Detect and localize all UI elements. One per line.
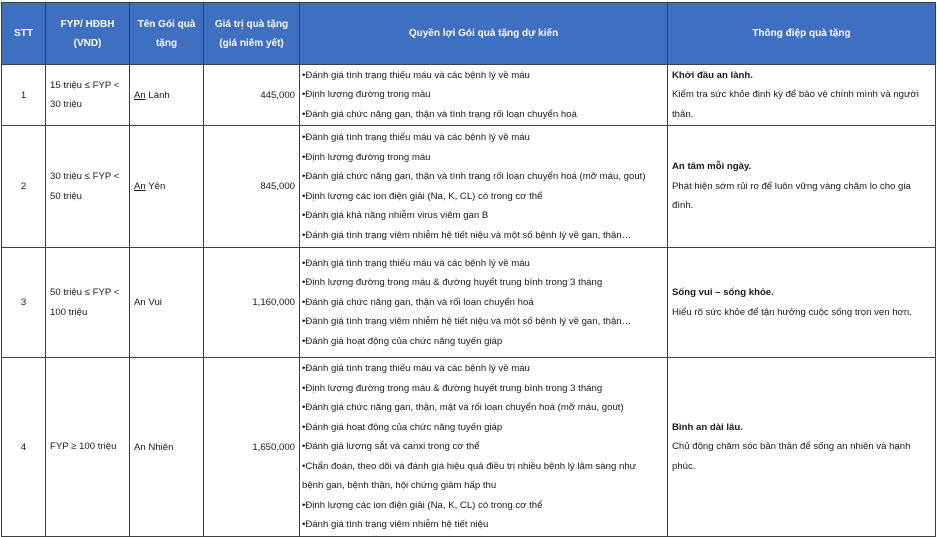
row-gift-value: 1,650,000 [204, 358, 300, 537]
row-gift-value: 845,000 [204, 126, 300, 248]
benefit-item: •Định lượng đường trong máu [302, 151, 431, 163]
package-name-rest: An Nhiên [134, 441, 174, 453]
benefit-item: •Chẩn đoán, theo dõi và đánh giá hiệu quả điều trị nhiều bệnh lý lâm sàng như [302, 460, 637, 472]
benefit-item: •Đánh giá khả năng nhiễm virus viêm gan B [302, 210, 489, 221]
package-name-rest: Yên [145, 181, 166, 192]
benefit-item: •Định lượng đường trong máu & đường huyết trung bình trong 3 tháng [302, 382, 603, 394]
row-stt: 2 [2, 126, 46, 248]
row-benefits [300, 65, 668, 126]
benefit-item: •Đánh giá lượng sắt và canxi trong cơ thể [302, 441, 480, 453]
package-name-rest: Lành [145, 89, 170, 101]
message-title: Khởi đầu an lành. [672, 69, 753, 81]
row-benefits [300, 248, 668, 358]
row-stt: 4 [2, 358, 46, 537]
benefit-item: •Đánh giá tình trạng viêm nhiễm hệ tiết niệu và một số bệnh lý về gan, thận… [302, 229, 632, 241]
row-benefits [300, 358, 668, 537]
benefit-item: •Đánh giá chức năng gan, thận, mật và rối loạn chuyển hoá (mỡ máu, gout) [302, 402, 624, 414]
row-package-name [130, 358, 204, 537]
row-benefits [300, 126, 668, 248]
header-package-name: Tên Gói quà tặng [130, 3, 204, 65]
row-message [668, 358, 936, 537]
message-body: Phát hiện sớm rủi ro để luôn vững vàng chăm lo cho gia đình. [672, 180, 911, 212]
header-fyp: FYP/ HĐBH (VND) [46, 3, 130, 65]
message-body: Kiểm tra sức khỏe định kỳ để bảo vệ chính mình và người thân. [672, 89, 919, 120]
header-message: Thông điệp quà tặng [668, 3, 936, 65]
row-package-name [130, 248, 204, 358]
benefit-item: •Đánh giá tình trạng thiếu máu và các bệnh lý về máu [302, 69, 530, 81]
table-row [2, 126, 936, 248]
row-message [668, 65, 936, 126]
row-package-name [130, 65, 204, 126]
row-gift-value: 1,160,000 [204, 248, 300, 358]
header-stt: STT [2, 3, 46, 65]
benefit-item: •Đánh giá tình trạng thiếu máu và các bệnh lý về máu [302, 132, 530, 143]
row-stt: 1 [2, 65, 46, 126]
header-benefits: Quyền lợi Gói quà tặng dự kiến [300, 3, 668, 65]
table-row [2, 65, 936, 126]
benefit-item: •Định lượng đường trong máu & đường huyết trung bình trong 3 tháng [302, 277, 603, 289]
package-name-rest: An Vui [134, 297, 162, 308]
row-fyp-range: 30 triệu ≤ FYP < 50 triệu [46, 126, 130, 248]
header-gift-value: Giá trị quà tặng (giá niêm yết) [204, 3, 300, 65]
package-name-prefix: An [134, 89, 146, 101]
benefit-item: •Định lượng các ion điện giải (Na, K, CL) có trong cơ thể [302, 499, 543, 511]
benefit-item: •Đánh giá hoạt động của chức năng tuyến giáp [302, 421, 503, 433]
benefit-item: •Đánh giá chức năng gan, thận và rối loạn chuyển hoá [302, 296, 534, 308]
row-stt: 3 [2, 248, 46, 358]
benefit-item: •Định lượng đường trong máu [302, 89, 431, 101]
benefit-item: •Định lượng các ion điện giải (Na, K, CL) có trong cơ thể [302, 190, 543, 202]
message-title: Sống vui – sống khỏe. [672, 287, 774, 298]
message-title: An tâm mỗi ngày. [672, 161, 752, 173]
benefit-item: •Đánh giá tình trạng viêm nhiễm hệ tiết niệu [302, 519, 489, 531]
row-message [668, 126, 936, 248]
message-body: Chủ động chăm sóc bản thân để sống an nhiên và hạnh phúc. [672, 441, 911, 472]
gift-package-table [1, 2, 936, 537]
benefit-item: •Đánh giá tình trạng thiếu máu và các bệnh lý về máu [302, 257, 530, 269]
benefit-item: •Đánh giá hoạt động của chức năng tuyến giáp [302, 335, 503, 347]
row-package-name [130, 126, 204, 248]
benefit-item: •Đánh giá tình trạng viêm nhiễm hệ tiết niệu và một số bệnh lý về gan, thận… [302, 316, 632, 328]
benefit-item: •Đánh giá chức năng gan, thận và tình trạng rối loạn chuyển hoá [302, 108, 577, 120]
row-fyp-range: FYP ≥ 100 triệu [46, 358, 130, 537]
row-gift-value: 445,000 [204, 65, 300, 126]
message-body: Hiểu rõ sức khỏe để tận hưởng cuộc sống trọn vẹn hơn. [672, 306, 912, 318]
row-fyp-range: 15 triệu ≤ FYP < 30 triệu [46, 65, 130, 126]
message-title: Bình an dài lâu. [672, 421, 743, 433]
table-row [2, 358, 936, 537]
benefit-item: bệnh gan, bệnh thận, hội chứng giảm hấp thu [302, 480, 497, 492]
row-fyp-range: 50 triệu ≤ FYP < 100 triệu [46, 248, 130, 358]
header-row [2, 3, 936, 65]
package-name-prefix: An [134, 181, 146, 192]
row-message [668, 248, 936, 358]
table-row [2, 248, 936, 358]
benefit-item: •Đánh giá tình trạng thiếu máu và các bệnh lý về máu [302, 363, 530, 375]
benefit-item: •Đánh giá chức năng gan, thận và tình trạng rối loạn chuyển hoá (mỡ máu, gout) [302, 171, 646, 182]
